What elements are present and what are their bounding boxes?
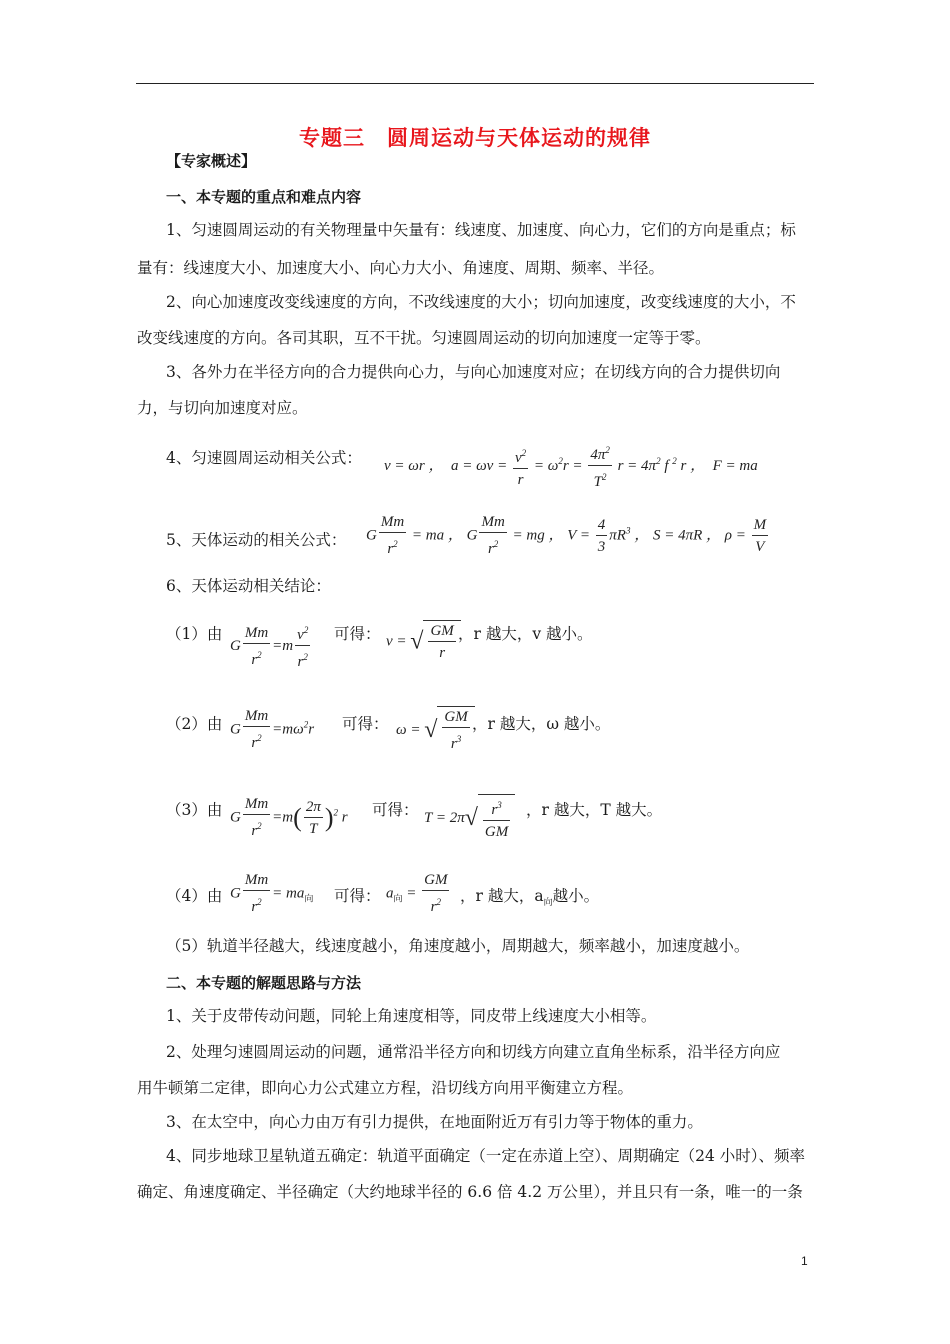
conclusion-1-middle: 可得：	[334, 625, 381, 643]
method-3: 3、在太空中，向心力由万有引力提供，在地面附近万有引力等于物体的重力。	[166, 1113, 703, 1131]
conclusion-4-suffix-sub: 向	[543, 898, 553, 909]
page-title: 专题三 圆周运动与天体运动的规律	[299, 126, 651, 150]
method-2-line-2: 用牛顿第二定律，即向心力公式建立方程，沿切线方向用平衡建立方程。	[137, 1079, 634, 1097]
fraction: $\frac{r^3}{GM}$	[483, 795, 510, 843]
formula-conclusion-3-result: T = 2π√ $\frac{r^3}{GM}$	[424, 794, 515, 843]
section-expert-overview: 【专家概述】	[166, 152, 257, 170]
formula-conclusion-1-given: G $\frac{Mm}{r^2}$ =m $\frac{v^2}{r^2}$	[230, 620, 312, 673]
fraction: $\frac{GM}{r^2}$	[424, 872, 448, 915]
fraction: $\frac{Mm}{r^2}$	[244, 708, 269, 751]
conclusion-3-prefix: （3）由	[166, 801, 223, 819]
paragraph-4-label: 4、匀速圆周运动相关公式：	[166, 449, 362, 467]
paragraph-3-line-2: 力，与切向加速度对应。	[137, 399, 308, 417]
conclusion-4-suffix-a: ，r 越大，a	[460, 887, 544, 905]
paragraph-6-label: 6、天体运动相关结论：	[166, 577, 331, 595]
paragraph-1-line-2: 量有：线速度大小、加速度大小、向心力大小、角速度、周期、频率、半径。	[137, 259, 665, 277]
fraction: $\frac{2\pi}{T}$	[305, 798, 321, 837]
formula-celestial-motion: G $\frac{Mm}{r^2}$ = ma ， G $\frac{Mm}{r^2}$ = mg ， V = $\frac{4}{3}$ $\pi R^3$ ， S = 4πR ， ρ = $\frac{M}{V}$	[366, 512, 770, 560]
paragraph-2-line-2: 改变线速度的方向。各司其职，互不干扰。匀速圆周运动的切向加速度一定等于零。	[137, 329, 711, 347]
method-1: 1、关于皮带传动问题，同轮上角速度相等，同皮带上线速度大小相等。	[166, 1007, 657, 1025]
fraction: $\frac{Mm}{r^2}$	[244, 796, 269, 839]
fraction: $\frac{M}{V}$	[753, 516, 767, 555]
conclusion-4-suffix	[460, 884, 760, 908]
fraction: $\frac{4}{3}$	[597, 516, 606, 555]
formula-conclusion-2-result: ω = √ $\frac{GM}{r^3}$	[396, 706, 475, 755]
fraction: $\frac{Mm}{r^2}$	[244, 872, 269, 915]
conclusion-5: （5）轨道半径越大，线速度越小，角速度越小，周期越大，频率越小，加速度越小。	[166, 937, 750, 955]
method-4-line-1: 4、同步地球卫星轨道五确定：轨道平面确定（一定在赤道上空）、周期确定（24 小时）、频率	[166, 1147, 806, 1165]
conclusion-4-middle: 可得：	[334, 887, 381, 905]
formula-conclusion-4-given: G $\frac{Mm}{r^2}$ = $ma_向$	[230, 870, 313, 918]
fraction: $\frac{v^2}{r}$	[513, 443, 528, 491]
heading-methods: 二、本专题的解题思路与方法	[166, 974, 362, 992]
conclusion-2-prefix: （2）由	[166, 715, 223, 733]
fraction: $\frac{Mm}{r^2}$	[481, 514, 505, 557]
paragraph-1-line-1: 1、匀速圆周运动的有关物理量中矢量有：线速度、加速度、向心力，它们的方向是重点；标	[166, 221, 796, 239]
conclusion-3-suffix: ，r 越大，T 越大。	[526, 801, 663, 819]
method-4-line-2: 确定、角速度确定、半径确定（大约地球半径的 6.6 倍 4.2 万公里），并且只有一条，唯一的一条	[137, 1183, 803, 1201]
fraction: $\frac{Mm}{r^2}$	[380, 514, 405, 557]
header-rule	[136, 83, 814, 84]
formula-conclusion-3-given: G $\frac{Mm}{r^2}$ =m( $\frac{2\pi}{T}$ )$^2$ r	[230, 794, 348, 842]
formula-circular-motion: v = ωr ， a = ωv = $\frac{v^2}{r}$ = $\omega^2r$ = $\frac{4\pi^2}{T^2}$ $r = 4\pi^2$ f $^2$ r ， F = ma	[384, 440, 758, 493]
conclusion-4-prefix: （4）由	[166, 887, 223, 905]
paragraph-3-line-1: 3、各外力在半径方向的合力提供向心力，与向心加速度对应；在切线方向的合力提供切向	[166, 363, 781, 381]
conclusion-1-suffix: ，r 越大，v 越小。	[458, 625, 593, 643]
paragraph-5-label: 5、天体运动的相关公式：	[166, 531, 347, 549]
conclusion-3-middle: 可得：	[372, 801, 419, 819]
formula-conclusion-2-given: G $\frac{Mm}{r^2}$ $=m\omega^2r$	[230, 706, 314, 754]
method-2-line-1: 2、处理匀速圆周运动的问题，通常沿半径方向和切线方向建立直角坐标系，沿半径方向应	[166, 1043, 781, 1061]
conclusion-4-suffix-b: 越小。	[552, 887, 600, 905]
conclusion-1-prefix: （1）由	[166, 625, 223, 643]
fraction: $\frac{v^2}{r^2}$	[295, 620, 310, 673]
formula-conclusion-4-result: $a_向$ = $\frac{GM}{r^2}$	[386, 870, 451, 918]
fraction: $\frac{Mm}{r^2}$	[244, 624, 269, 668]
heading-key-points: 一、本专题的重点和难点内容	[166, 188, 362, 206]
formula-conclusion-1-result: v = √ $\frac{GM}{r}$	[386, 620, 461, 664]
fraction: $\frac{4\pi^2}{T^2}$	[588, 440, 612, 493]
page-number: 1	[801, 1254, 808, 1268]
fraction: $\frac{GM}{r}$	[430, 623, 454, 661]
fraction: $\frac{GM}{r^3}$	[444, 709, 468, 752]
conclusion-2-suffix: ，r 越大，ω 越小。	[472, 715, 611, 733]
paragraph-2-line-1: 2、向心加速度改变线速度的方向，不改线速度的大小；切向加速度，改变线速度的大小，不	[166, 293, 796, 311]
conclusion-2-middle: 可得：	[342, 715, 389, 733]
